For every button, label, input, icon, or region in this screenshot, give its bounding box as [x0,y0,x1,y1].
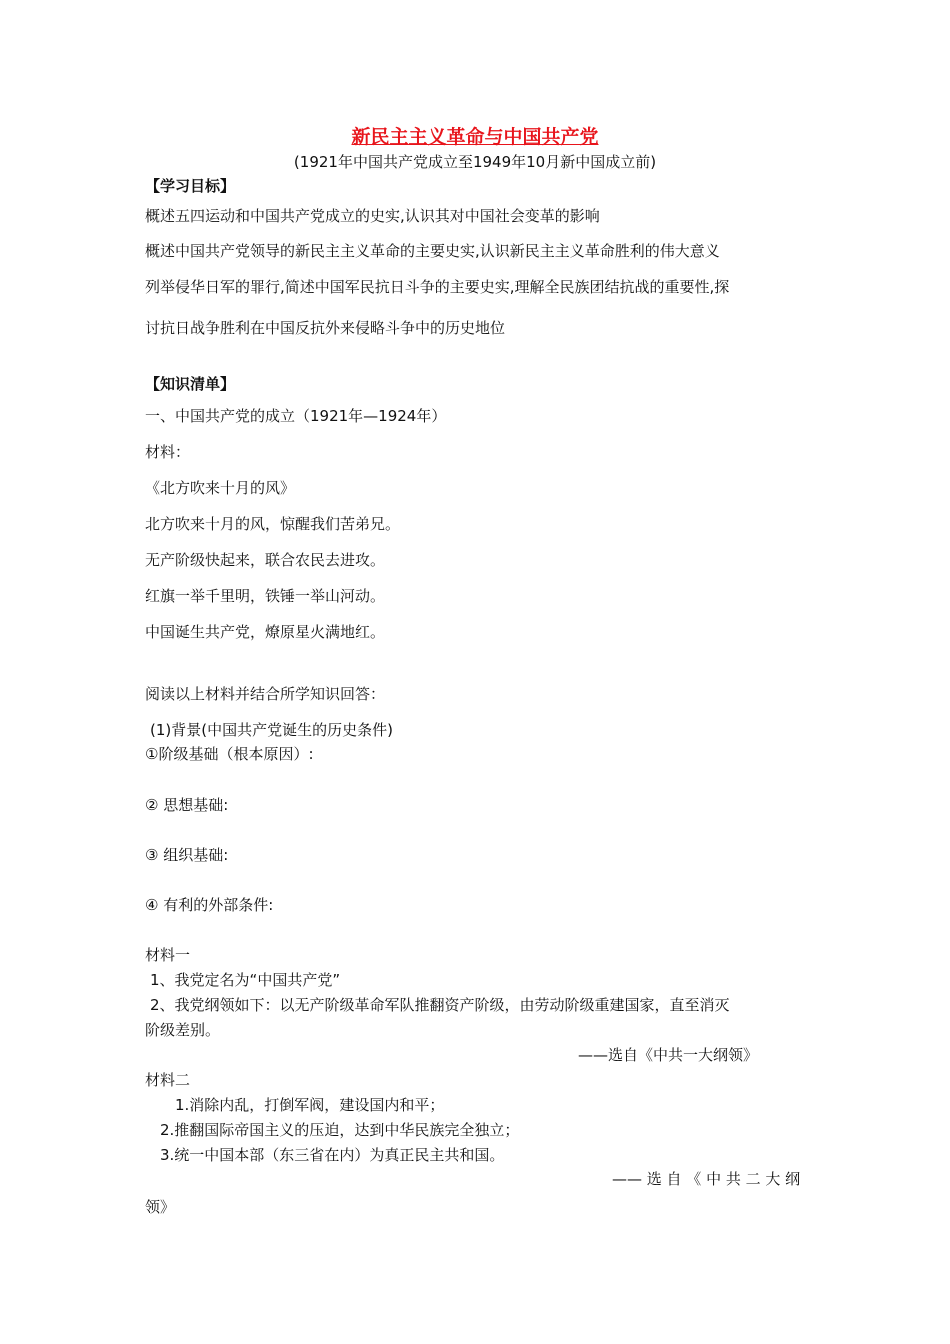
goal-line: 讨抗日战争胜利在中国反抗外来侵略斗争中的历史地位 [145,319,506,337]
material-one-line: 1、我党定名为“中国共产党” [150,971,341,989]
poem-line: 红旗一举千里明，铁锤一举山河动。 [145,587,386,605]
question-item: ④ 有利的外部条件: [145,896,274,914]
goal-line: 概述五四运动和中国共产党成立的史实,认识其对中国社会变革的影响 [145,207,600,225]
material-one-line: 2、我党纲领如下：以无产阶级革命军队推翻资产阶级，由劳动阶级重建国家，直至消灭 [150,996,730,1014]
material-two-line: 3.统一中国本部（东三省在内）为真正民主共和国。 [160,1146,505,1164]
document-subtitle: (1921年中国共产党成立至1949年10月新中国成立前) [293,153,657,171]
question-item: ③ 组织基础: [145,846,229,864]
poem-line: 无产阶级快起来，联合农民去进攻。 [145,551,386,569]
poem-title: 《北方吹来十月的风》 [145,479,296,497]
knowledge-heading: 【知识清单】 [145,375,236,393]
material-two-source-cont: 领》 [145,1198,176,1216]
material-two-source: —— 选 自 《 中 共 二 大 纲 [612,1170,801,1188]
material-two-line: 2.推翻国际帝国主义的压迫，达到中华民族完全独立； [160,1121,520,1139]
material-one-source: ——选自《中共一大纲领》 [578,1046,759,1064]
material-two-label: 材料二 [145,1071,191,1089]
goal-line: 概述中国共产党领导的新民主主义革命的主要史实,认识新民主主义革命胜利的伟大意义 [145,242,720,260]
section-heading: 一、中国共产党的成立（1921年—1924年） [145,407,447,425]
question-1: (1)背景(中国共产党诞生的历史条件) [150,721,393,739]
material-one-label: 材料一 [145,946,191,964]
document-title: 新民主主义革命与中国共产党 [351,126,599,148]
poem-line: 北方吹来十月的风，惊醒我们苦弟兄。 [145,515,401,533]
question-prompt: 阅读以上材料并结合所学知识回答： [145,685,386,703]
question-item: ①阶级基础（根本原因）: [145,745,314,763]
material-label: 材料： [145,443,191,461]
goals-heading: 【学习目标】 [145,177,236,195]
material-one-line: 阶级差别。 [145,1021,221,1039]
poem-line: 中国诞生共产党，燎原星火满地红。 [145,623,386,641]
question-item: ② 思想基础: [145,796,229,814]
material-two-line: 1.消除内乱，打倒军阀，建设国内和平； [175,1096,445,1114]
goal-line: 列举侵华日军的罪行,简述中国军民抗日斗争的主要史实,理解全民族团结抗战的重要性,探 [145,278,730,296]
